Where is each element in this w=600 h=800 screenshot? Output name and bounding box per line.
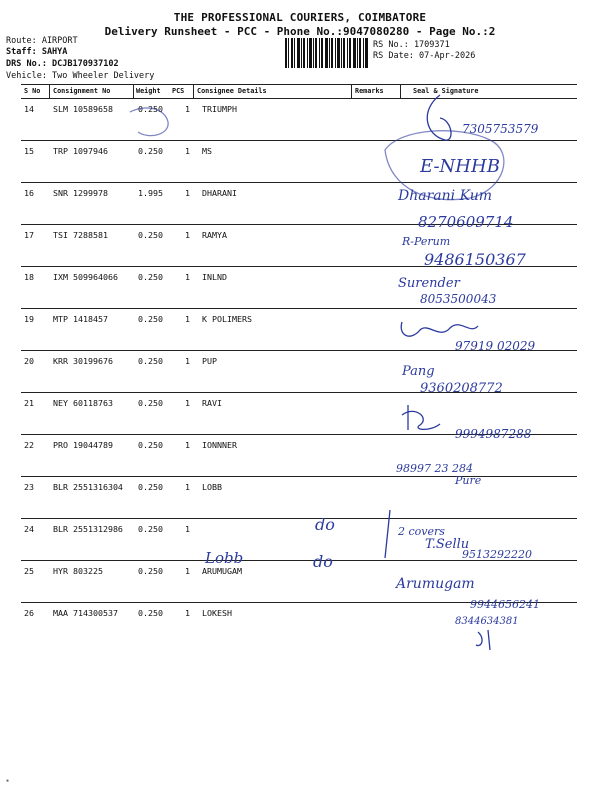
corner-mark: ▪	[6, 778, 10, 784]
row-sno: 22	[24, 440, 34, 450]
row-consignee: TRIUMPH	[202, 104, 237, 114]
rs-date: RS Date: 07-Apr-2026	[373, 51, 476, 61]
barcode-image	[285, 38, 369, 68]
handwritten-phone-row-26: 8344634381	[455, 616, 519, 627]
row-consignee: INLND	[202, 272, 227, 282]
row-weight: 0.250	[138, 608, 163, 618]
row-sno: 16	[24, 188, 34, 198]
row-consignment: SNR 1299978	[53, 188, 108, 198]
table-row	[21, 392, 577, 434]
row-sno: 14	[24, 104, 34, 114]
row-weight: 0.250	[138, 104, 163, 114]
row-weight: 1.995	[138, 188, 163, 198]
row-consignment: BLR 2551312986	[53, 524, 123, 534]
row-consignment: KRR 30199676	[53, 356, 113, 366]
handwritten-signature-row-25: Arumugam	[396, 576, 475, 592]
row-consignment: SLM 10589658	[53, 104, 113, 114]
row-consignment: BLR 2551316304	[53, 482, 123, 492]
row-pcs: 1	[185, 608, 190, 618]
table-row	[21, 560, 577, 602]
row-weight: 0.250	[138, 356, 163, 366]
table-row	[21, 476, 577, 518]
row-pcs: 1	[185, 104, 190, 114]
row-pcs: 1	[185, 146, 190, 156]
route-label: Route: AIRPORT	[6, 36, 78, 46]
handwritten-sign-row-22: Pure	[455, 474, 482, 487]
handwritten-name-row-16: Dharani Kum	[398, 188, 493, 204]
handwritten-signature-row-24: T.Sellu	[425, 537, 470, 552]
row-consignee: IONNNER	[202, 440, 237, 450]
row-pcs: 1	[185, 188, 190, 198]
row-sno: 20	[24, 356, 34, 366]
row-weight: 0.250	[138, 398, 163, 408]
col-consignee-header: Consignee Details	[197, 87, 267, 95]
row-weight: 0.250	[138, 230, 163, 240]
row-weight: 0.250	[138, 524, 163, 534]
row-sno: 21	[24, 398, 34, 408]
col-pcs-header: PCS	[172, 87, 185, 95]
handwritten-phone-row-18: 8053500043	[420, 292, 497, 306]
col-consignment-header: Consignment No	[53, 87, 111, 95]
row-pcs: 1	[185, 482, 190, 492]
row-consignee: RAMYA	[202, 230, 227, 240]
row-sno: 23	[24, 482, 34, 492]
row-pcs: 1	[185, 356, 190, 366]
table-row	[21, 518, 577, 560]
handwritten-note-row-23: 2 covers	[398, 525, 445, 538]
row-consignee: LOKESH	[202, 608, 232, 618]
table-row	[21, 266, 577, 308]
row-consignee: ARUMUGAM	[202, 566, 242, 576]
handwritten-phone-row-22: 98997 23 284	[396, 462, 473, 475]
company-title: THE PROFESSIONAL COURIERS, COIMBATORE	[173, 11, 427, 24]
row-consignee: PUP	[202, 356, 217, 366]
table-row	[21, 98, 577, 140]
runsheet-subtitle: Delivery Runsheet - PCC - Phone No.:9047080280 - Page No.:2	[104, 25, 496, 38]
row-sno: 19	[24, 314, 34, 324]
row-consignee: RAVI	[202, 398, 222, 408]
row-pcs: 1	[185, 524, 190, 534]
row-pcs: 1	[185, 230, 190, 240]
col-remarks-header: Remarks	[355, 87, 384, 95]
row-pcs: 1	[185, 398, 190, 408]
col-sno-header: S No	[24, 87, 41, 95]
col-weight-header: Weight	[136, 87, 161, 95]
row-sno: 26	[24, 608, 34, 618]
row-consignment: MAA 714300537	[53, 608, 118, 618]
row-sno: 18	[24, 272, 34, 282]
handwritten-consignee-row-24: Lobb	[205, 549, 244, 567]
row-consignee: MS	[202, 146, 212, 156]
table-row	[21, 434, 577, 476]
row-consignee: DHARANI	[202, 188, 237, 198]
row-consignment: PRO 19044789	[53, 440, 113, 450]
table-row	[21, 308, 577, 350]
row-weight: 0.250	[138, 146, 163, 156]
row-consignee: K POLIMERS	[202, 314, 252, 324]
handwritten-remark-row-23: do	[315, 515, 335, 534]
handwritten-name-row-20: Pang	[402, 364, 435, 379]
row-consignment: HYR 803225	[53, 566, 103, 576]
handwritten-name-row-17: R-Perum	[402, 235, 451, 248]
row-weight: 0.250	[138, 314, 163, 324]
row-sno: 17	[24, 230, 34, 240]
row-weight: 0.250	[138, 272, 163, 282]
row-consignment: MTP 1418457	[53, 314, 108, 324]
table-row	[21, 182, 577, 224]
row-consignment: NEY 60118763	[53, 398, 113, 408]
handwritten-phone-row-14: 7305753579	[462, 122, 539, 136]
handwritten-phone-row-17: 9486150367	[424, 250, 526, 269]
row-weight: 0.250	[138, 482, 163, 492]
table-row	[21, 140, 577, 182]
row-sno: 24	[24, 524, 34, 534]
handwritten-signature-row-15: E-NHHB	[420, 156, 500, 177]
table-row	[21, 350, 577, 392]
row-sno: 25	[24, 566, 34, 576]
rs-number: RS No.: 1709371	[373, 40, 450, 50]
col-seal-header: Seal & Signature	[413, 87, 479, 95]
row-sno: 15	[24, 146, 34, 156]
row-consignment: TRP 1097946	[53, 146, 108, 156]
row-pcs: 1	[185, 272, 190, 282]
handwritten-phone-row-16: 8270609714	[418, 213, 514, 231]
staff-label: Staff: SAHYA	[6, 47, 68, 57]
drs-number: DRS No.: DCJB170937102	[6, 59, 119, 69]
table-row	[21, 602, 577, 644]
table-row	[21, 224, 577, 266]
handwritten-phone-row-24: 9513292220	[462, 548, 532, 561]
row-weight: 0.250	[138, 566, 163, 576]
handwritten-name-row-18: Surender	[398, 276, 460, 291]
handwritten-phone-row-21: 9994987288	[455, 427, 532, 441]
row-consignment: IXM 509964066	[53, 272, 118, 282]
handwritten-phone-row-25: 9944656241	[470, 598, 540, 611]
row-consignee: LOBB	[202, 482, 222, 492]
row-pcs: 1	[185, 566, 190, 576]
row-pcs: 1	[185, 440, 190, 450]
row-pcs: 1	[185, 314, 190, 324]
row-weight: 0.250	[138, 440, 163, 450]
row-consignment: TSI 7288581	[53, 230, 108, 240]
handwritten-phone-row-19: 97919 02029	[455, 339, 536, 353]
delivery-table	[21, 84, 577, 658]
handwritten-phone-row-20: 9360208772	[420, 381, 503, 396]
vehicle-label: Vehicle: Two Wheeler Delivery	[6, 71, 155, 81]
handwritten-remark-row-24: do	[313, 552, 333, 571]
